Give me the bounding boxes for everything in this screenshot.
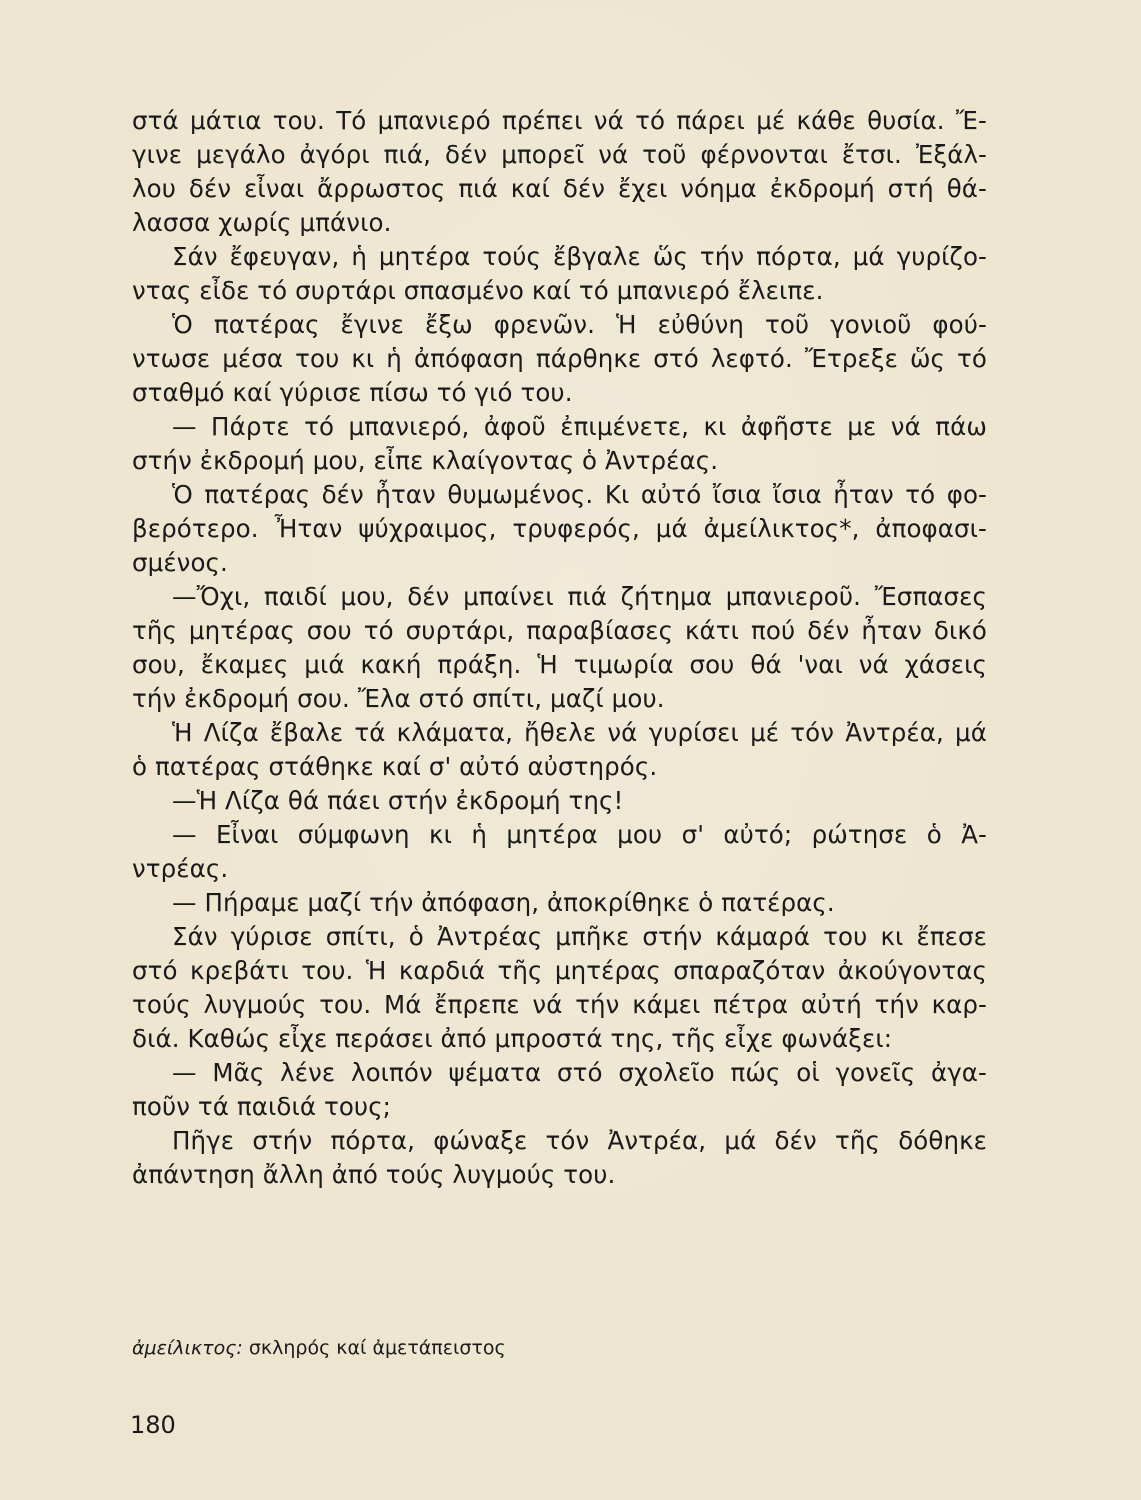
text-line: ὁ πατέρας στάθηκε καί σ' αὐτό αὐστηρός. xyxy=(132,752,658,781)
text-line: — Πήραμε μαζί τήν ἀπόφαση, ἀποκρίθηκε ὁ πατέρας. xyxy=(172,888,835,917)
text-line: — Εἶναι σύμφωνη κι ἡ μητέρα μου σ' αὐτό; ρώτησε ὁ Ἀ- xyxy=(172,820,987,849)
text-line: Σάν γύρισε σπίτι, ὁ Ἀντρέας μπῆκε στήν κάμαρά του κι ἔπεσε xyxy=(172,922,987,951)
text-line: στά μάτια του. Τό μπανιερό πρέπει νά τό πάρει μέ κάθε θυσία. Ἔ- xyxy=(132,106,987,135)
footnote xyxy=(132,1335,832,1361)
text-line: σου, ἔκαμες μιά κακή πράξη. Ἡ τιμωρία σου θά 'ναι νά χάσεις xyxy=(132,650,987,679)
text-line: — Μᾶς λένε λοιπόν ψέματα στό σχολεῖο πώς οἱ γονεῖς ἀγα- xyxy=(172,1058,987,1087)
text-line: λασσα χωρίς μπάνιο. xyxy=(132,208,392,237)
text-line: στό κρεβάτι του. Ἡ καρδιά τῆς μητέρας σπαραζόταν ἀκούγοντας xyxy=(132,956,987,985)
text-line: τήν ἐκδρομή σου. Ἔλα στό σπίτι, μαζί μου. xyxy=(132,684,665,713)
footnote-definition: σκληρός καί ἀμετάπειστος xyxy=(242,1337,506,1359)
body-text xyxy=(132,104,987,1192)
text-line: —Ὄχι, παιδί μου, δέν μπαίνει πιά ζήτημα μπανιεροῦ. Ἔσπασες xyxy=(172,582,987,611)
text-line: ἀπάντηση ἄλλη ἀπό τούς λυγμούς του. xyxy=(132,1160,616,1189)
text-line: ντωσε μέσα του κι ἡ ἀπόφαση πάρθηκε στό λεφτό. Ἔτρεξε ὥς τό xyxy=(132,344,987,373)
text-line: ντας εἶδε τό συρτάρι σπασμένο καί τό μπανιερό ἔλειπε. xyxy=(132,276,824,305)
text-line: Σάν ἔφευγαν, ἡ μητέρα τούς ἔβγαλε ὥς τήν πόρτα, μά γυρίζο- xyxy=(172,242,987,271)
text-line: στήν ἐκδρομή μου, εἶπε κλαίγοντας ὁ Ἀντρέας. xyxy=(132,446,719,475)
text-line: γινε μεγάλο ἀγόρι πιά, δέν μπορεῖ νά τοῦ φέρνονται ἔτσι. Ἐξάλ- xyxy=(132,140,987,169)
text-line: σμένος. xyxy=(132,548,228,577)
text-line: διά. Καθώς εἶχε περάσει ἀπό μπροστά της, τῆς εἶχε φωνάξει: xyxy=(132,1024,893,1053)
page-number: 180 xyxy=(130,1411,176,1439)
text-line: βερότερο. Ἦταν ψύχραιμος, τρυφερός, μά ἀμείλικτος*, ἀποφασι- xyxy=(132,514,987,543)
text-line: Ὁ πατέρας ἔγινε ἔξω φρενῶν. Ἡ εὐθύνη τοῦ γονιοῦ φού- xyxy=(172,310,987,339)
footnote-term: ἀμείλικτος: xyxy=(132,1337,243,1359)
text-line: ποῦν τά παιδιά τους; xyxy=(132,1092,392,1121)
text-line: —Ἡ Λίζα θά πάει στήν ἐκδρομή της! xyxy=(172,786,624,815)
text-line: τῆς μητέρας σου τό συρτάρι, παραβίασες κάτι πού δέν ἦταν δικό xyxy=(132,616,987,645)
text-line: λου δέν εἶναι ἄρρωστος πιά καί δέν ἔχει νόημα ἐκδρομή στή θά- xyxy=(132,174,987,203)
text-line: Πῆγε στήν πόρτα, φώναξε τόν Ἀντρέα, μά δέν τῆς δόθηκε xyxy=(172,1126,987,1155)
text-line: — Πάρτε τό μπανιερό, ἀφοῦ ἐπιμένετε, κι ἀφῆστε με νά πάω xyxy=(172,412,987,441)
text-line: τούς λυγμούς του. Μά ἔπρεπε νά τήν κάμει πέτρα αὐτή τήν καρ- xyxy=(132,990,987,1019)
text-line: Ἡ Λίζα ἔβαλε τά κλάματα, ἤθελε νά γυρίσει μέ τόν Ἀντρέα, μά xyxy=(172,718,987,747)
text-line: ντρέας. xyxy=(132,854,229,883)
text-line: Ὁ πατέρας δέν ἦταν θυμωμένος. Κι αὐτό ἴσια ἴσια ἦταν τό φο- xyxy=(172,480,987,509)
text-line: σταθμό καί γύρισε πίσω τό γιό του. xyxy=(132,378,573,407)
